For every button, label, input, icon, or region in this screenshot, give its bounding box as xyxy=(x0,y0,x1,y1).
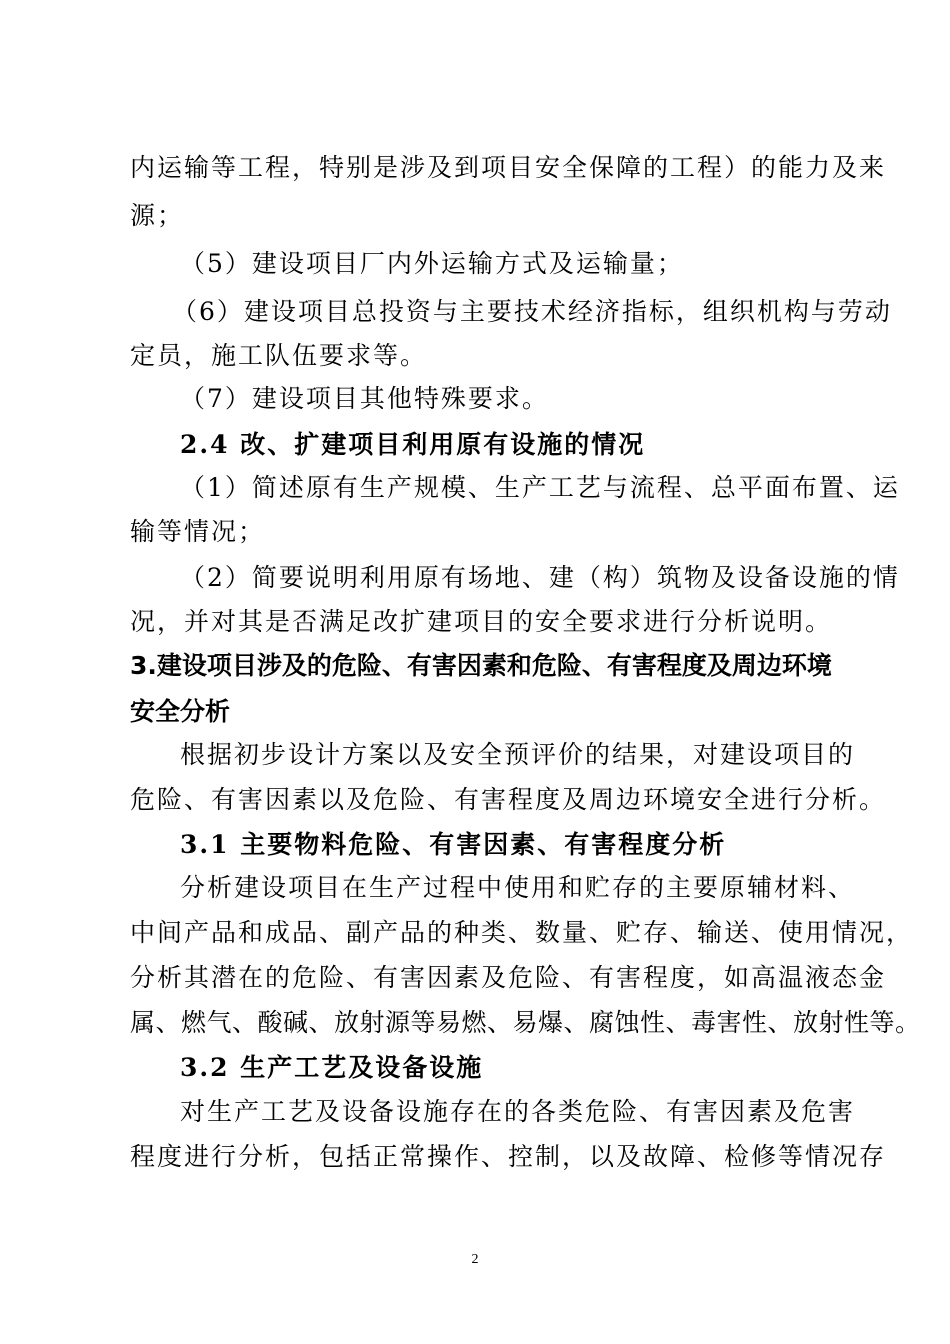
paragraph-line: 对生产工艺及设备设施存在的各类危险、有害因素及危害 xyxy=(180,1097,856,1126)
list-item-7: （7）建设项目其他特殊要求。 xyxy=(180,384,549,413)
section-heading-2-4: 2.4 改、扩建项目利用原有设施的情况 xyxy=(180,430,646,459)
paragraph-line: 内运输等工程，特别是涉及到项目安全保障的工程）的能力及来 xyxy=(130,153,887,182)
paragraph-line: 源； xyxy=(130,201,185,230)
list-item-1: （1）简述原有生产规模、生产工艺与流程、总平面布置、运 xyxy=(180,473,900,502)
paragraph-line: 定员，施工队伍要求等。 xyxy=(130,341,428,370)
section-heading-3: 3.建设项目涉及的危险、有害因素和危险、有害程度及周边环境 xyxy=(130,651,832,680)
paragraph-line: 况，并对其是否满足改扩建项目的安全要求进行分析说明。 xyxy=(130,607,833,636)
section-heading-3-cont: 安全分析 xyxy=(130,697,231,726)
section-heading-3-2: 3.2 生产工艺及设备设施 xyxy=(180,1053,484,1082)
paragraph-line: 根据初步设计方案以及安全预评价的结果，对建设项目的 xyxy=(180,740,856,769)
list-item-6: （6）建设项目总投资与主要技术经济指标，组织机构与劳动 xyxy=(172,297,892,326)
list-item-2: （2）简要说明利用原有场地、建（构）筑物及设备设施的情 xyxy=(180,563,900,592)
paragraph-line: 属、燃气、酸碱、放射源等易燃、易爆、腐蚀性、毒害性、放射性等。 xyxy=(130,1008,921,1037)
paragraph-line: 输等情况； xyxy=(130,517,266,546)
paragraph-line: 程度进行分析，包括正常操作、控制，以及故障、检修等情况存 xyxy=(130,1142,887,1171)
paragraph-line: 分析建设项目在生产过程中使用和贮存的主要原辅材料、 xyxy=(180,873,856,902)
paragraph-line: 中间产品和成品、副产品的种类、数量、贮存、输送、使用情况， xyxy=(130,918,914,947)
list-item-5: （5）建设项目厂内外运输方式及运输量； xyxy=(180,249,684,278)
section-heading-3-1: 3.1 主要物料危险、有害因素、有害程度分析 xyxy=(180,830,727,859)
paragraph-line: 分析其潜在的危险、有害因素及危险、有害程度，如高温液态金 xyxy=(130,963,887,992)
page-number: 2 xyxy=(471,1252,479,1267)
paragraph-line: 危险、有害因素以及危险、有害程度及周边环境安全进行分析。 xyxy=(130,785,887,814)
